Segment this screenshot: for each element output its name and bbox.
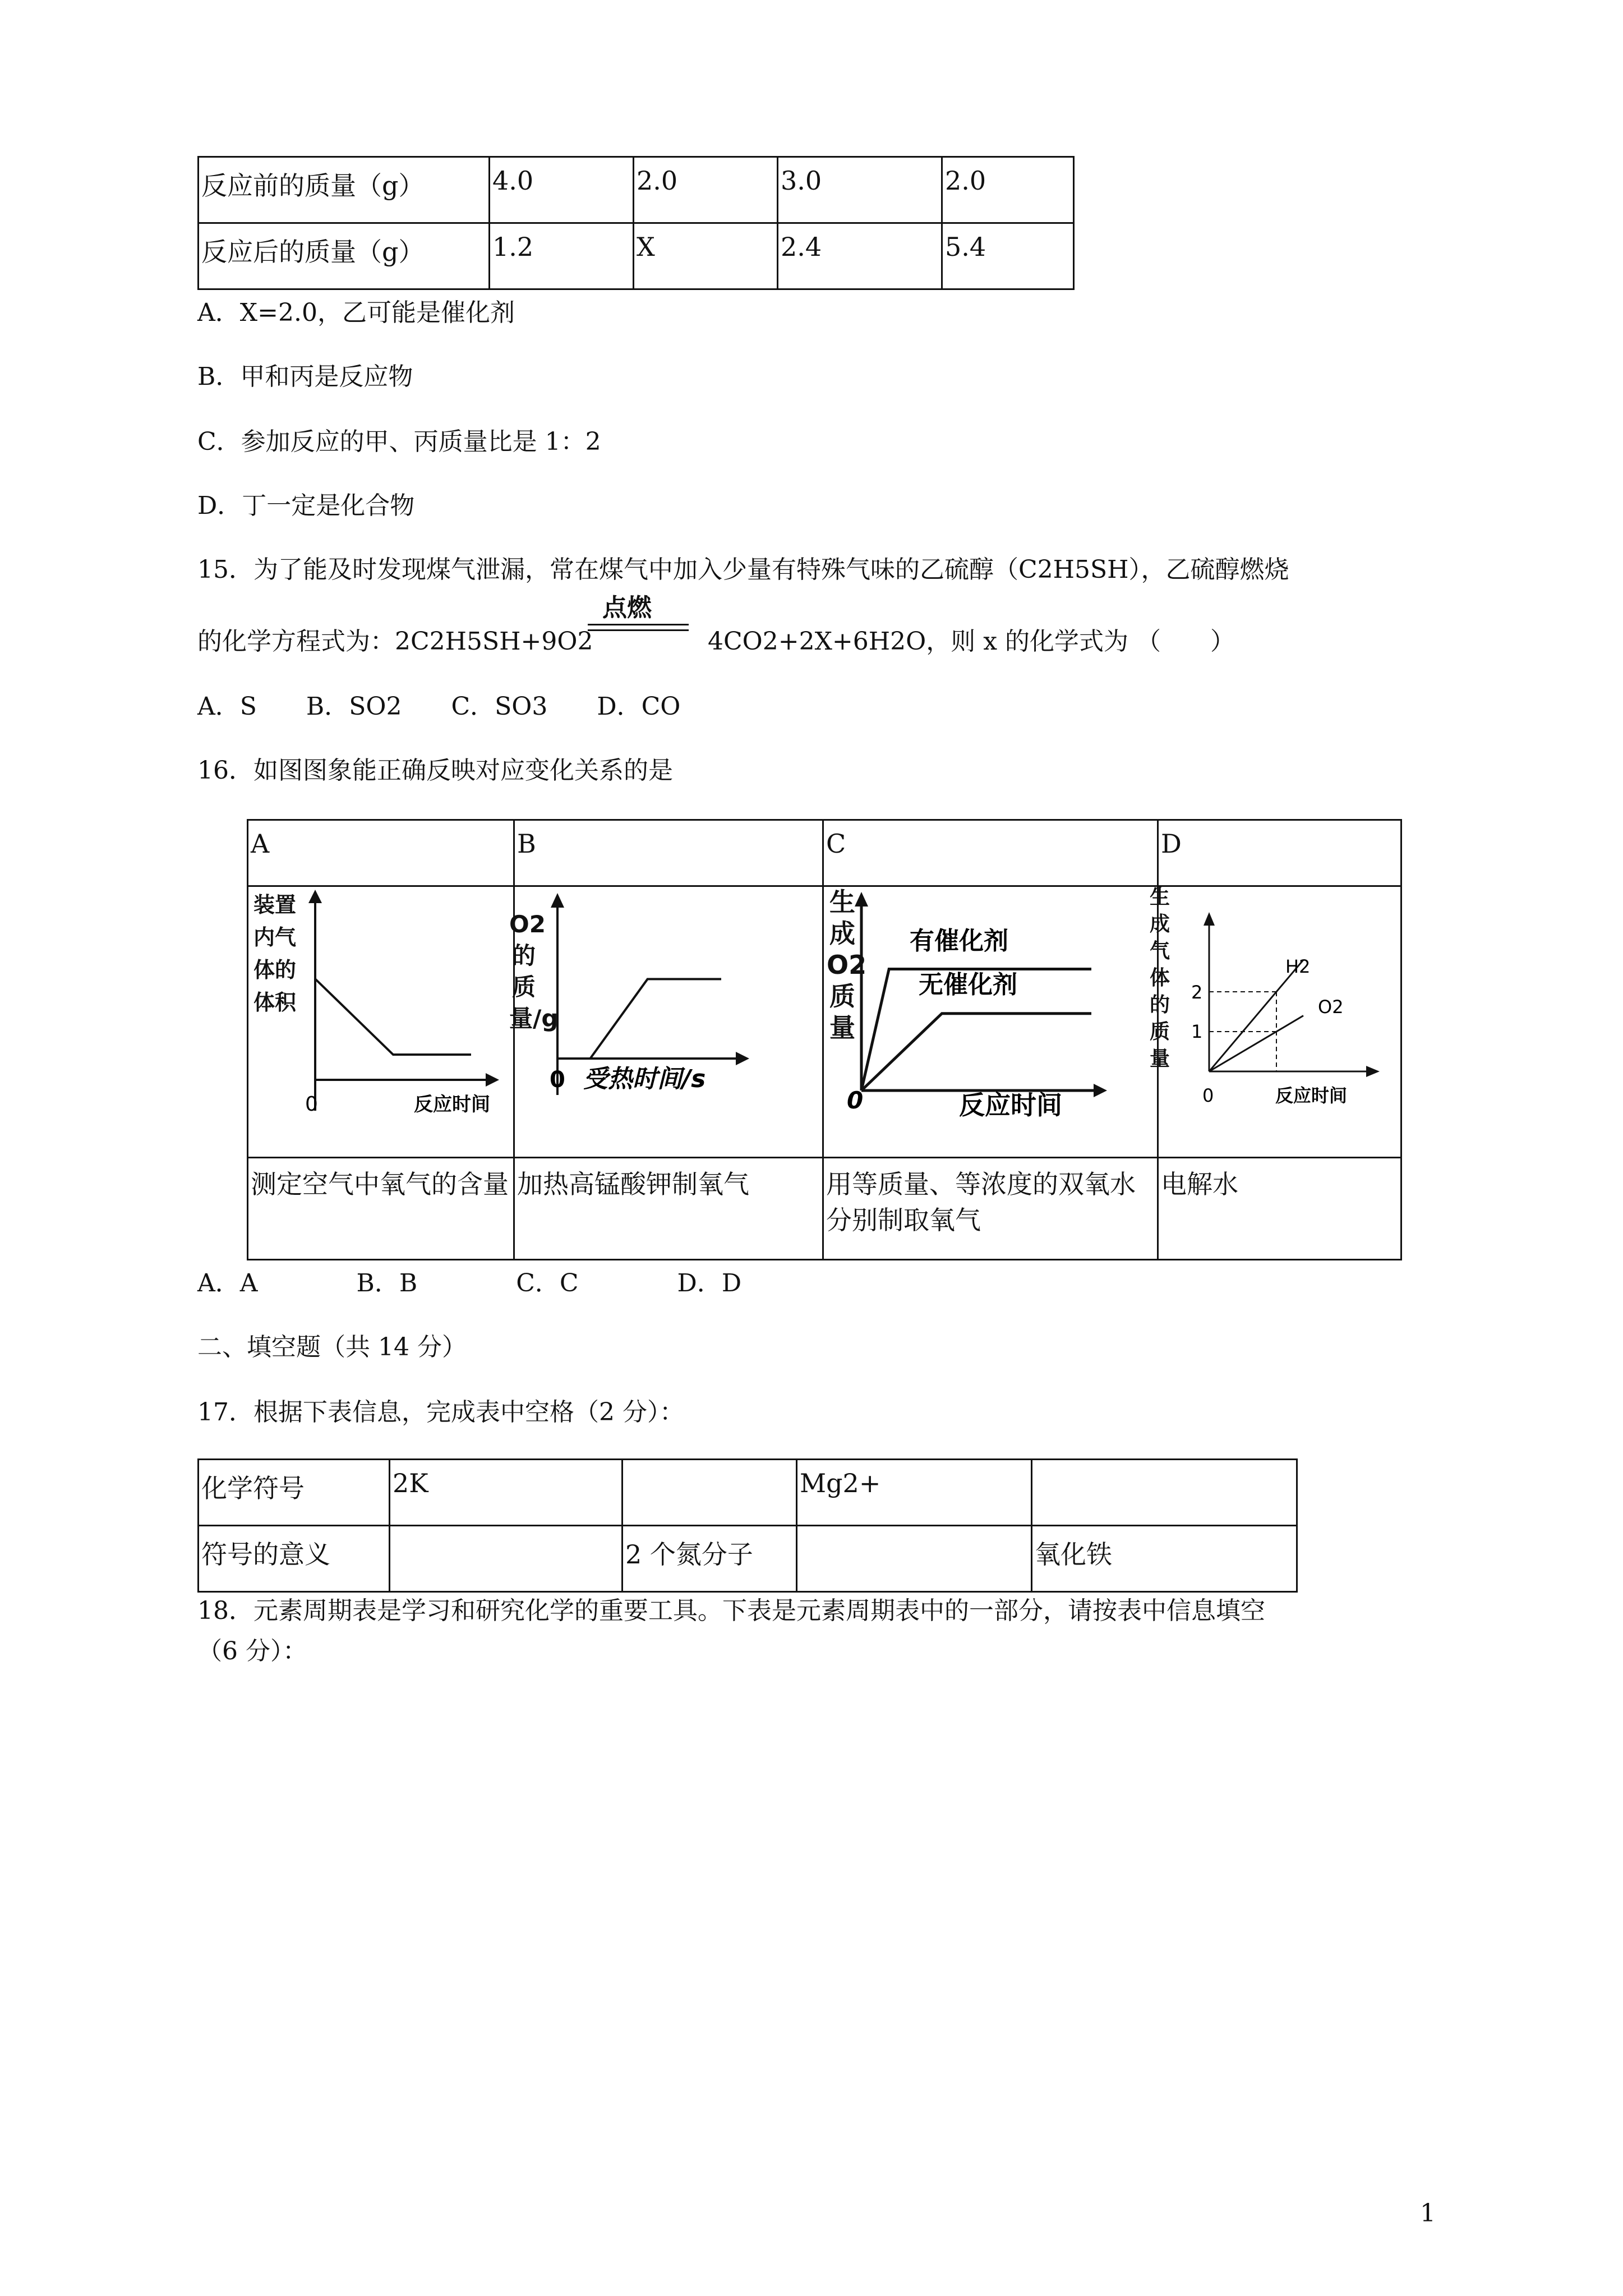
- chart-c: [811, 886, 1142, 1122]
- row-label: 反应后的质量（g）: [199, 223, 490, 289]
- chart-b-series-line: [557, 979, 721, 1059]
- q17-question: 17．根据下表信息，完成表中空格（2 分）：: [197, 1398, 684, 1427]
- section-title: 二、填空题（共 14 分）: [197, 1333, 467, 1361]
- chart-b: [508, 886, 811, 1122]
- table-cell: 符号的意义: [199, 1526, 390, 1592]
- table-cell: 2.4: [778, 223, 942, 289]
- table-row: [199, 1526, 1297, 1592]
- column-header: C: [823, 820, 1158, 886]
- table-cell: 化学符号: [199, 1460, 390, 1526]
- chart-c-ylabel: 生成O2质量: [827, 887, 867, 1043]
- chart-d-xlabel: 反应时间: [1275, 1085, 1348, 1106]
- table-cell: X: [634, 223, 778, 289]
- graph-caption: 加热高锰酸钾制氧气: [514, 1158, 823, 1260]
- chart-a-ylabel: 装置内气体的体积: [253, 892, 296, 1015]
- chart-a-origin: 0: [305, 1093, 318, 1116]
- table-cell: 氧化铁: [1032, 1526, 1297, 1592]
- chart-d-ylabel: 生成气体的质量: [1149, 886, 1170, 1070]
- table-cell: 2 个氮分子: [623, 1526, 797, 1592]
- table-row: [199, 223, 1074, 289]
- reaction-arrow-line: [588, 629, 689, 631]
- chart-d-ytick: 2: [1191, 982, 1203, 1003]
- table-cell: [797, 1526, 1032, 1592]
- chart-d-ytick: 1: [1191, 1021, 1203, 1042]
- chart-d: [1142, 886, 1402, 1122]
- table-cell: [390, 1526, 623, 1592]
- chart-d-series-label: H2: [1285, 956, 1311, 977]
- q15-options: A．S B．SO2 C．SO3 D．CO: [197, 692, 681, 721]
- reaction-condition: 点燃: [602, 593, 652, 622]
- chart-b-xlabel: 受热时间/s: [583, 1065, 706, 1093]
- chart-a-xlabel: 反应时间: [414, 1093, 490, 1116]
- chart-c-series-label: 无催化剂: [919, 970, 1017, 999]
- table-cell: 2K: [390, 1460, 623, 1526]
- table-row: [248, 1158, 1401, 1260]
- q14-option-b: B．甲和丙是反应物: [197, 362, 413, 391]
- chart-d-origin: 0: [1202, 1085, 1214, 1106]
- table-row: [248, 820, 1401, 886]
- table-cell: Mg2+: [797, 1460, 1032, 1526]
- table-cell: 5.4: [942, 223, 1074, 289]
- table-cell: 4.0: [490, 157, 634, 223]
- q16-options: A．A B．B C．C D．D: [197, 1269, 742, 1297]
- chart-c-series-label: 有催化剂: [910, 927, 1008, 955]
- q15-question-line1: 15．为了能及时发现煤气泄漏，常在煤气中加入少量有特殊气味的乙硫醇（C2H5SH），乙硫醇燃烧: [197, 555, 1289, 584]
- graph-caption: 用等质量、等浓度的双氧水分别制取氧气: [823, 1158, 1158, 1260]
- q14-option-c: C．参加反应的甲、丙质量比是 1：2: [197, 427, 601, 456]
- row-label: 反应前的质量（g）: [199, 157, 490, 223]
- q15-question-line2-right: 4CO2+2X+6H2O，则 x 的化学式为 （ ）: [708, 627, 1235, 656]
- table-cell: [623, 1460, 797, 1526]
- column-header: D: [1158, 820, 1401, 886]
- column-header: A: [248, 820, 514, 886]
- q16-question: 16．如图图象能正确反映对应变化关系的是: [197, 756, 673, 785]
- chart-a: [247, 886, 505, 1122]
- mass-table: [197, 156, 1075, 290]
- chart-d-series-label: O2: [1318, 996, 1344, 1018]
- page-number: 1: [1420, 2199, 1436, 2228]
- table-row: [199, 1460, 1297, 1526]
- chart-c-origin: 0: [847, 1087, 864, 1114]
- table-row: [199, 157, 1074, 223]
- reaction-arrow-line: [588, 624, 689, 625]
- table-cell: 2.0: [634, 157, 778, 223]
- chart-c-xlabel: 反应时间: [959, 1090, 1062, 1120]
- chart-b-ylabel: O2的质量/g: [509, 910, 559, 1032]
- chart-c-series-line: [861, 1014, 1091, 1091]
- chart-a-series-line: [315, 979, 471, 1055]
- table-cell: 1.2: [490, 223, 634, 289]
- chart-d-series-line: [1209, 1016, 1303, 1071]
- graph-caption: 测定空气中氧气的含量: [248, 1158, 514, 1260]
- chart-b-origin: 0: [550, 1067, 565, 1093]
- table-cell: [1032, 1460, 1297, 1526]
- table-cell: 3.0: [778, 157, 942, 223]
- table-cell: 2.0: [942, 157, 1074, 223]
- q18-question-line2: （6 分）：: [197, 1637, 307, 1665]
- q14-option-d: D．丁一定是化合物: [197, 491, 415, 520]
- q14-option-a: A．X=2.0，乙可能是催化剂: [197, 298, 515, 327]
- column-header: B: [514, 820, 823, 886]
- q18-question-line1: 18．元素周期表是学习和研究化学的重要工具。下表是元素周期表中的一部分，请按表中信息填空: [197, 1596, 1265, 1625]
- graph-caption: 电解水: [1158, 1158, 1401, 1260]
- q15-question-line2-left: 的化学方程式为：2C2H5SH+9O2: [197, 627, 593, 656]
- symbol-table: [197, 1458, 1298, 1593]
